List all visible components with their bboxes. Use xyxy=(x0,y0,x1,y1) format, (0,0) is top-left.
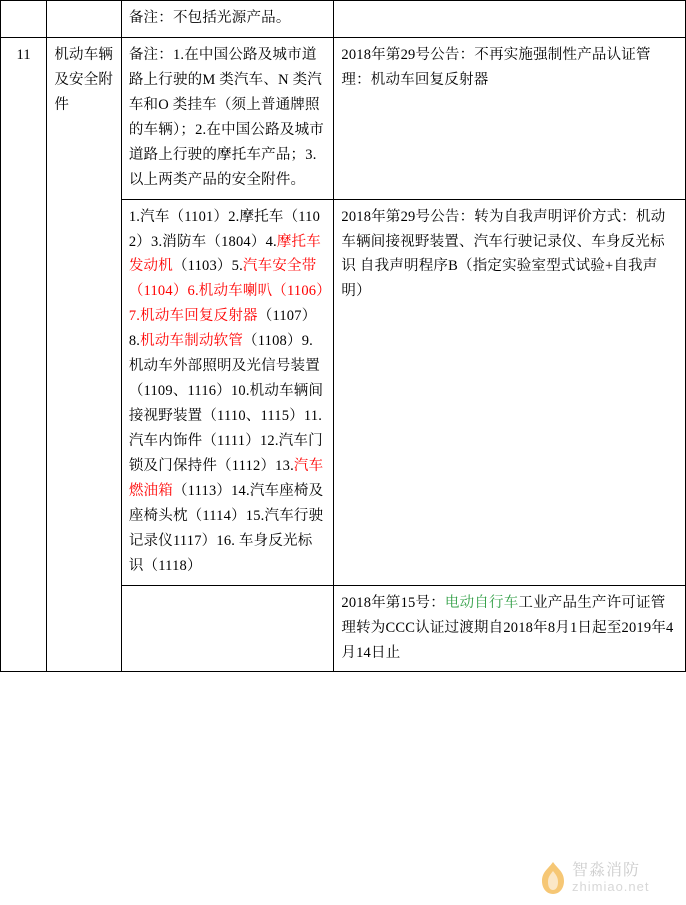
segment-text-highlight: 汽车燃油箱 xyxy=(128,457,324,499)
segment-text-highlight: 摩托车发动机 xyxy=(128,233,321,275)
segment-text: （1113）14.汽车座椅及座椅头枕（1114）15.汽车行驶记录仪1117）16. 车身反光标识（1118） xyxy=(128,482,324,574)
cell-product-list xyxy=(121,199,334,585)
cell-row-number: 11 xyxy=(1,37,47,672)
segment-text-highlight: 机动车喇叭（1106）7. xyxy=(128,283,324,325)
watermark-line2: zhimiao.net xyxy=(572,879,650,894)
segment-text: 1.汽车（1101）2.摩托车（1102）3.消防车（1804）4. xyxy=(128,208,321,250)
segment-text-highlight: 机动车回复反射器 xyxy=(140,308,258,325)
cell-description-empty xyxy=(121,585,334,672)
table-row xyxy=(1,37,686,199)
segment-text: （1108）9.机动车外部照明及光信号装置（1109、1116）10.机动车辆间接视野装置（1110、1115）11. 汽车内饰件（1111）12.汽车门锁及门保持件（1112）13. xyxy=(128,333,324,474)
cell-category-clipped xyxy=(47,1,122,38)
segment-text: 工业产品生产许可证管理转为CCC认证过渡期自2018年8月1日起至2019年4月14日止 xyxy=(341,594,674,661)
segment-text-highlight: 汽车安全带（1104）6. xyxy=(128,258,317,300)
cell-note-clipped xyxy=(334,1,686,38)
cell-announcement-note: 2018年第29号公告：转为自我声明评价方式：机动车辆间接视野装置、汽车行驶记录仪、车身反光标识 自我声明程序B（指定实验室型式试验+自我声明） xyxy=(334,199,686,585)
segment-text-highlight: 机动车制动软管 xyxy=(140,333,244,350)
segment-text-highlight: 电动自行车 xyxy=(444,594,519,611)
cell-announcement-note-bottom xyxy=(334,585,686,672)
cell-number-clipped xyxy=(1,1,47,38)
cell-product-category: 机动车辆及安全附件 xyxy=(47,37,122,672)
segment-text: （1103）5. xyxy=(172,258,243,275)
segment-text: 2018年第15号： xyxy=(341,594,445,611)
cell-description-notes: 备注：1.在中国公路及城市道路上行驶的M 类汽车、N 类汽车和O 类挂车（须上普通牌照的车辆）；2.在中国公路及城市道路上行驶的摩托车产品；3.以上两类产品的安全附件。 xyxy=(121,37,334,199)
cell-announcement-note: 2018年第29号公告：不再实施强制性产品认证管理：机动车回复反射器 xyxy=(334,37,686,199)
watermark xyxy=(538,855,680,901)
flame-icon xyxy=(538,861,568,895)
segment-text: （1107）8. xyxy=(128,308,317,350)
watermark-line1: 智淼消防 xyxy=(572,862,641,879)
table-row-clipped-top xyxy=(1,1,686,38)
cell-description-clipped: 备注：不包括光源产品。 xyxy=(121,1,334,38)
